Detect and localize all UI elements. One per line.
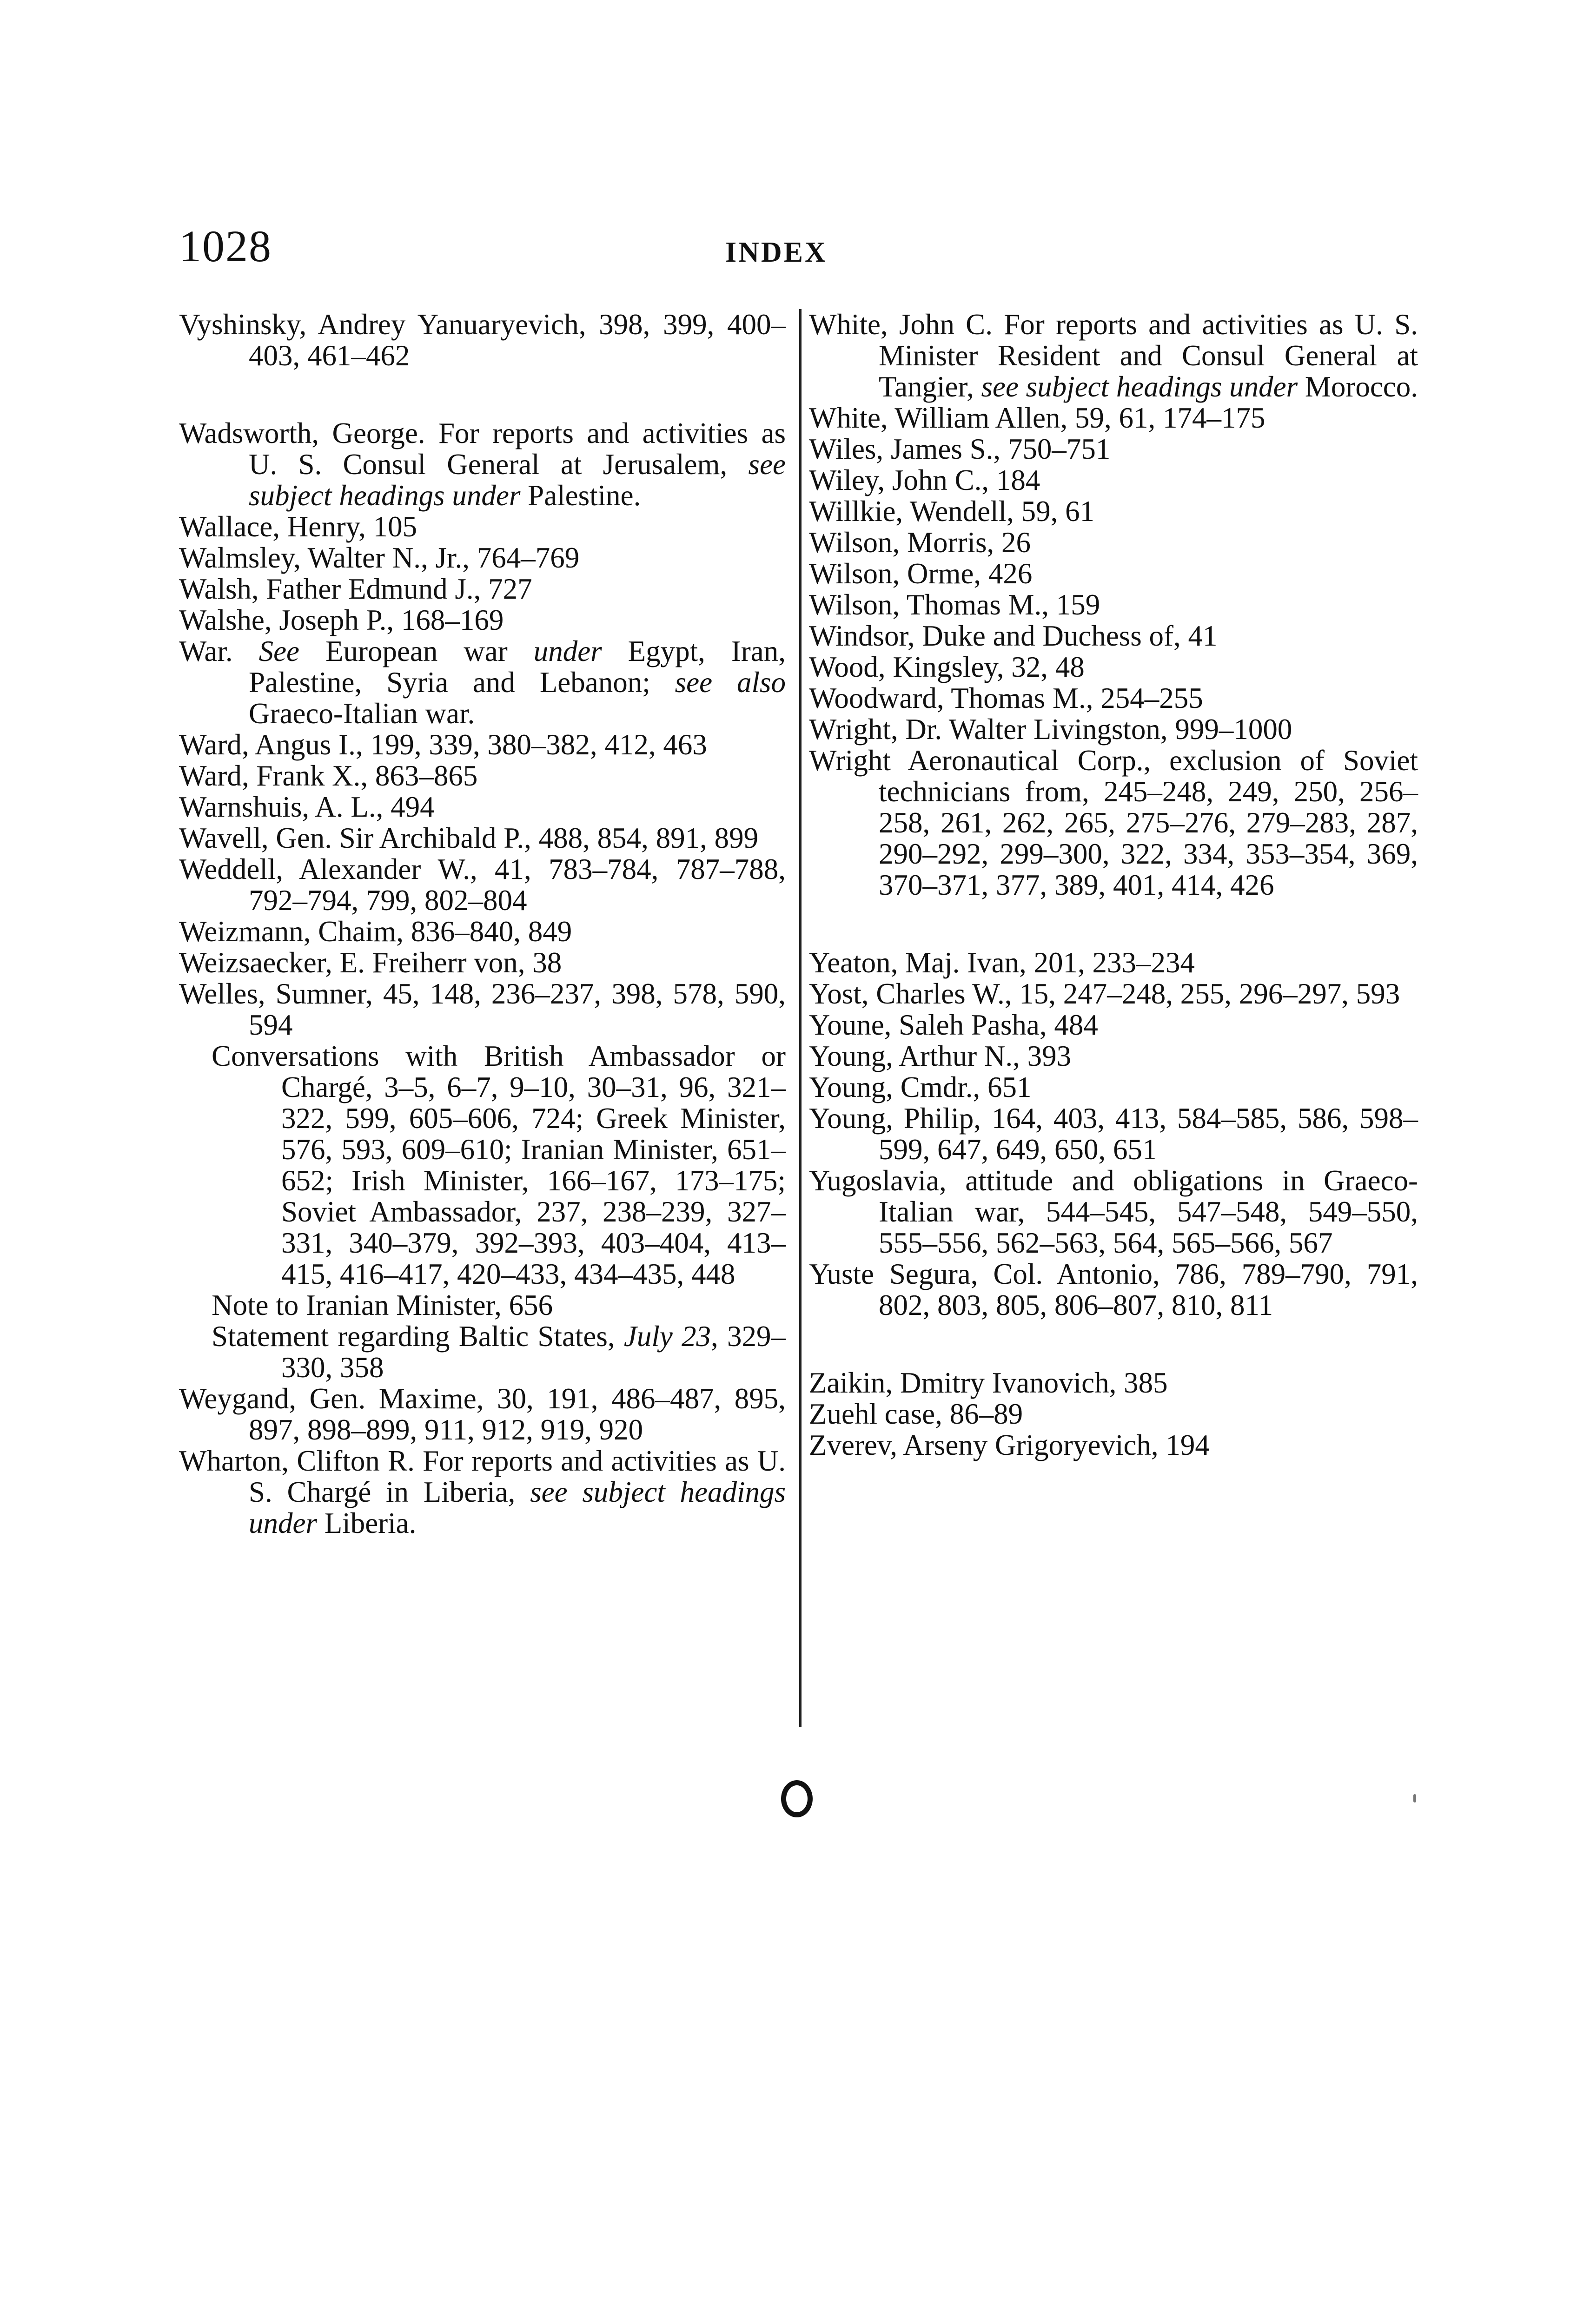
index-entry: Yost, Charles W., 15, 247–248, 255, 296–297, 593 <box>809 977 1400 1010</box>
index-entry: Walshe, Joseph P., 168–169 <box>179 604 504 636</box>
index-entry: Welles, Sumner, 45, 148, 236–237, 398, 578, 590, 594 <box>179 977 786 1041</box>
index-entry: White, William Allen, 59, 61, 174–175 <box>809 402 1265 434</box>
index-entry: Walsh, Father Edmund J., 727 <box>179 573 532 605</box>
index-entry: Wilson, Orme, 426 <box>809 557 1033 590</box>
index-entry: Yeaton, Maj. Ivan, 201, 233–234 <box>809 946 1195 979</box>
index-entry: Wharton, Clifton R. For reports and activities as U. S. Chargé in Liberia, see subject headings under Liberia. <box>179 1445 786 1539</box>
index-entry: War. See European war under Egypt, Iran, Palestine, Syria and Lebanon; see also Graeco-Italian war. <box>179 635 786 730</box>
index-entry: Warnshuis, A. L., 494 <box>179 791 435 823</box>
index-entry: Weizsaecker, E. Freiherr von, 38 <box>179 946 562 979</box>
index-entry: Ward, Frank X., 863–865 <box>179 759 478 792</box>
index-entry: Weizmann, Chaim, 836–840, 849 <box>179 915 572 948</box>
index-entry: Wadsworth, George. For reports and activities as U. S. Consul General at Jerusalem, see subject headings under Palestine. <box>179 417 786 512</box>
index-entry: Ward, Angus I., 199, 339, 380–382, 412, 463 <box>179 728 707 761</box>
scan-speck <box>1413 1794 1416 1802</box>
index-entry: Wood, Kingsley, 32, 48 <box>809 651 1085 683</box>
index-entry: Yuste Segura, Col. Antonio, 786, 789–790, 791, 802, 803, 805, 806–807, 810, 811 <box>809 1258 1418 1321</box>
index-entry: Wiles, James S., 750–751 <box>809 433 1111 465</box>
index-entry: Wavell, Gen. Sir Archibald P., 488, 854, 891, 899 <box>179 822 759 854</box>
index-entry: Young, Philip, 164, 403, 413, 584–585, 586, 598–599, 647, 649, 650, 651 <box>809 1102 1418 1166</box>
index-entry: Young, Cmdr., 651 <box>809 1071 1032 1103</box>
index-column-right <box>809 309 1418 1461</box>
index-subentry: Note to Iranian Minister, 656 <box>212 1289 553 1321</box>
page-number: 1028 <box>179 221 272 271</box>
index-entry: Wilson, Thomas M., 159 <box>809 588 1100 621</box>
index-entry: Windsor, Duke and Duchess of, 41 <box>809 620 1218 652</box>
index-entry: Zaikin, Dmitry Ivanovich, 385 <box>809 1367 1168 1399</box>
index-entry: Vyshinsky, Andrey Yanuaryevich, 398, 399, 400–403, 461–462 <box>179 308 786 372</box>
index-subentry: Conversations with British Ambassador or Chargé, 3–5, 6–7, 9–10, 30–31, 96, 321–322, 599, 605–606, 724; Greek Minister, 576, 593, 609–610; Iranian Minister, 651–652; Irish Minister, 166–167, 173–175; Soviet Ambassador, 237, 238–239, 327–331, 340–379, 392–393, 403–404, 413–415, 416–417, 420–433, 434–435, 448 <box>212 1040 786 1290</box>
index-entry: Wiley, John C., 184 <box>809 464 1040 496</box>
index-entry: Young, Arthur N., 393 <box>809 1040 1072 1072</box>
index-entry: Youne, Saleh Pasha, 484 <box>809 1009 1098 1041</box>
index-entry: Wright, Dr. Walter Livingston, 999–1000 <box>809 713 1292 746</box>
index-entry: Weddell, Alexander W., 41, 783–784, 787–788, 792–794, 799, 802–804 <box>179 853 786 917</box>
index-subentry: Statement regarding Baltic States, July 23, 329–330, 358 <box>212 1320 786 1384</box>
index-entry: Wright Aeronautical Corp., exclusion of Soviet technicians from, 245–248, 249, 250, 256–258, 261, 262, 265, 275–276, 279–283, 287, 290–292, 299–300, 322, 334, 353–354, 369, 370–371, 377, 389, 401, 414, 426 <box>809 744 1418 901</box>
running-head: INDEX <box>725 237 828 268</box>
index-column-left <box>179 309 786 1539</box>
index-entry: White, John C. For reports and activities as U. S. Minister Resident and Consul General at Tangier, see subject headings under Morocco. <box>809 308 1418 403</box>
index-entry: Weygand, Gen. Maxime, 30, 191, 486–487, 895, 897, 898–899, 911, 912, 919, 920 <box>179 1382 786 1446</box>
index-entry: Willkie, Wendell, 59, 61 <box>809 495 1095 528</box>
index-entry: Zverev, Arseny Grigoryevich, 194 <box>809 1429 1210 1461</box>
index-entry: Wilson, Morris, 26 <box>809 526 1031 559</box>
index-entry: Yugoslavia, attitude and obligations in Graeco-Italian war, 544–545, 547–548, 549–550, 555–556, 562–563, 564, 565–566, 567 <box>809 1164 1418 1259</box>
index-entry: Walmsley, Walter N., Jr., 764–769 <box>179 541 580 574</box>
column-rule <box>799 309 802 1727</box>
index-entry: Zuehl case, 86–89 <box>809 1398 1023 1430</box>
index-entry: Woodward, Thomas M., 254–255 <box>809 682 1203 714</box>
end-of-index-ornament <box>781 1780 813 1817</box>
index-entry: Wallace, Henry, 105 <box>179 510 417 543</box>
